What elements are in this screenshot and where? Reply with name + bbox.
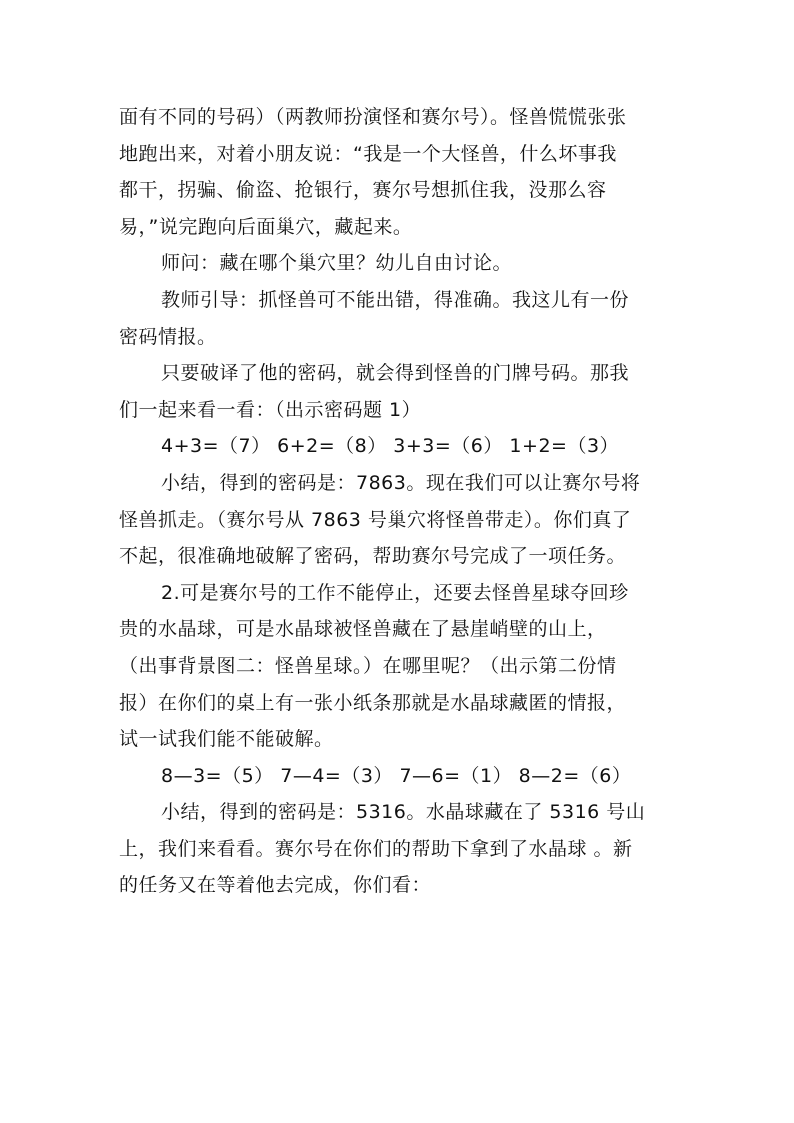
paragraph [119, 282, 679, 355]
paragraph [119, 99, 679, 245]
text-line: 面有不同的号码）（两教师扮演怪和赛尔号）。怪兽慌慌张张 [119, 106, 627, 128]
text-line: 只要破译了他的密码，就会得到怪兽的门牌号码。那我 [161, 362, 630, 385]
text-line: 贵的水晶球，可是水晶球被怪兽藏在了悬崖峭壁的山上， [119, 618, 607, 641]
text-line: 小结，得到的密码是：5316。水晶球藏在了 5316 号山 [161, 801, 646, 824]
paragraph [119, 245, 679, 282]
text-line: 上，我们来看看。赛尔号在你们的帮助下拿到了水晶球 。新 [119, 837, 633, 860]
text-line: 们一起来看一看：（出示密码题 1） [119, 398, 422, 421]
text-line: 2.可是赛尔号的工作不能停止，还要去怪兽星球夺回珍 [161, 581, 629, 604]
text-line: 试一试我们能不能破解。 [119, 728, 334, 751]
text-line: 教师引导：抓怪兽可不能出错，得准确。我这儿有一份 [161, 288, 630, 311]
text-line: 报）在你们的桌上有一张小纸条那就是水晶球藏匿的情报， [119, 691, 627, 714]
text-line: 地跑出来，对着小朋友说：“我是一个大怪兽，什么坏事我 [119, 142, 617, 165]
paragraph [119, 428, 679, 465]
text-line: 都干，拐骗、偷盗、抢银行，赛尔号想抓住我，没那么容 [119, 179, 607, 202]
text-line: 易，”说完跑向后面巢穴，藏起来。 [119, 215, 413, 238]
text-line: 怪兽抓走。（赛尔号从 7863 号巢穴将怪兽带走）。你们真了 [119, 508, 632, 531]
equation-line: 8—3=（5） 7—4=（3） 7—6=（1） 8—2=（6） [161, 764, 632, 787]
paragraph [119, 355, 679, 428]
text-line: 不起，很准确地破解了密码，帮助赛尔号完成了一项任务。 [119, 545, 627, 568]
equation-line: 4+3=（7） 6+2=（8） 3+3=（6） 1+2=（3） [161, 435, 620, 458]
paragraph [119, 575, 679, 758]
text-line: （出事背景图二：怪兽星球。）在哪里呢？（出示第二份情 [119, 654, 617, 677]
text-line: 师问：藏在哪个巢穴里？幼儿自由讨论。 [161, 252, 513, 275]
text-line: 小结，得到的密码是：7863。现在我们可以让赛尔号将 [161, 471, 641, 494]
paragraph [119, 465, 679, 575]
text-line: 的任务又在等着他去完成，你们看： [119, 874, 432, 897]
paragraph [119, 758, 679, 795]
text-line: 密码情报。 [119, 325, 217, 348]
paragraph [119, 794, 679, 904]
document-body [119, 99, 679, 904]
